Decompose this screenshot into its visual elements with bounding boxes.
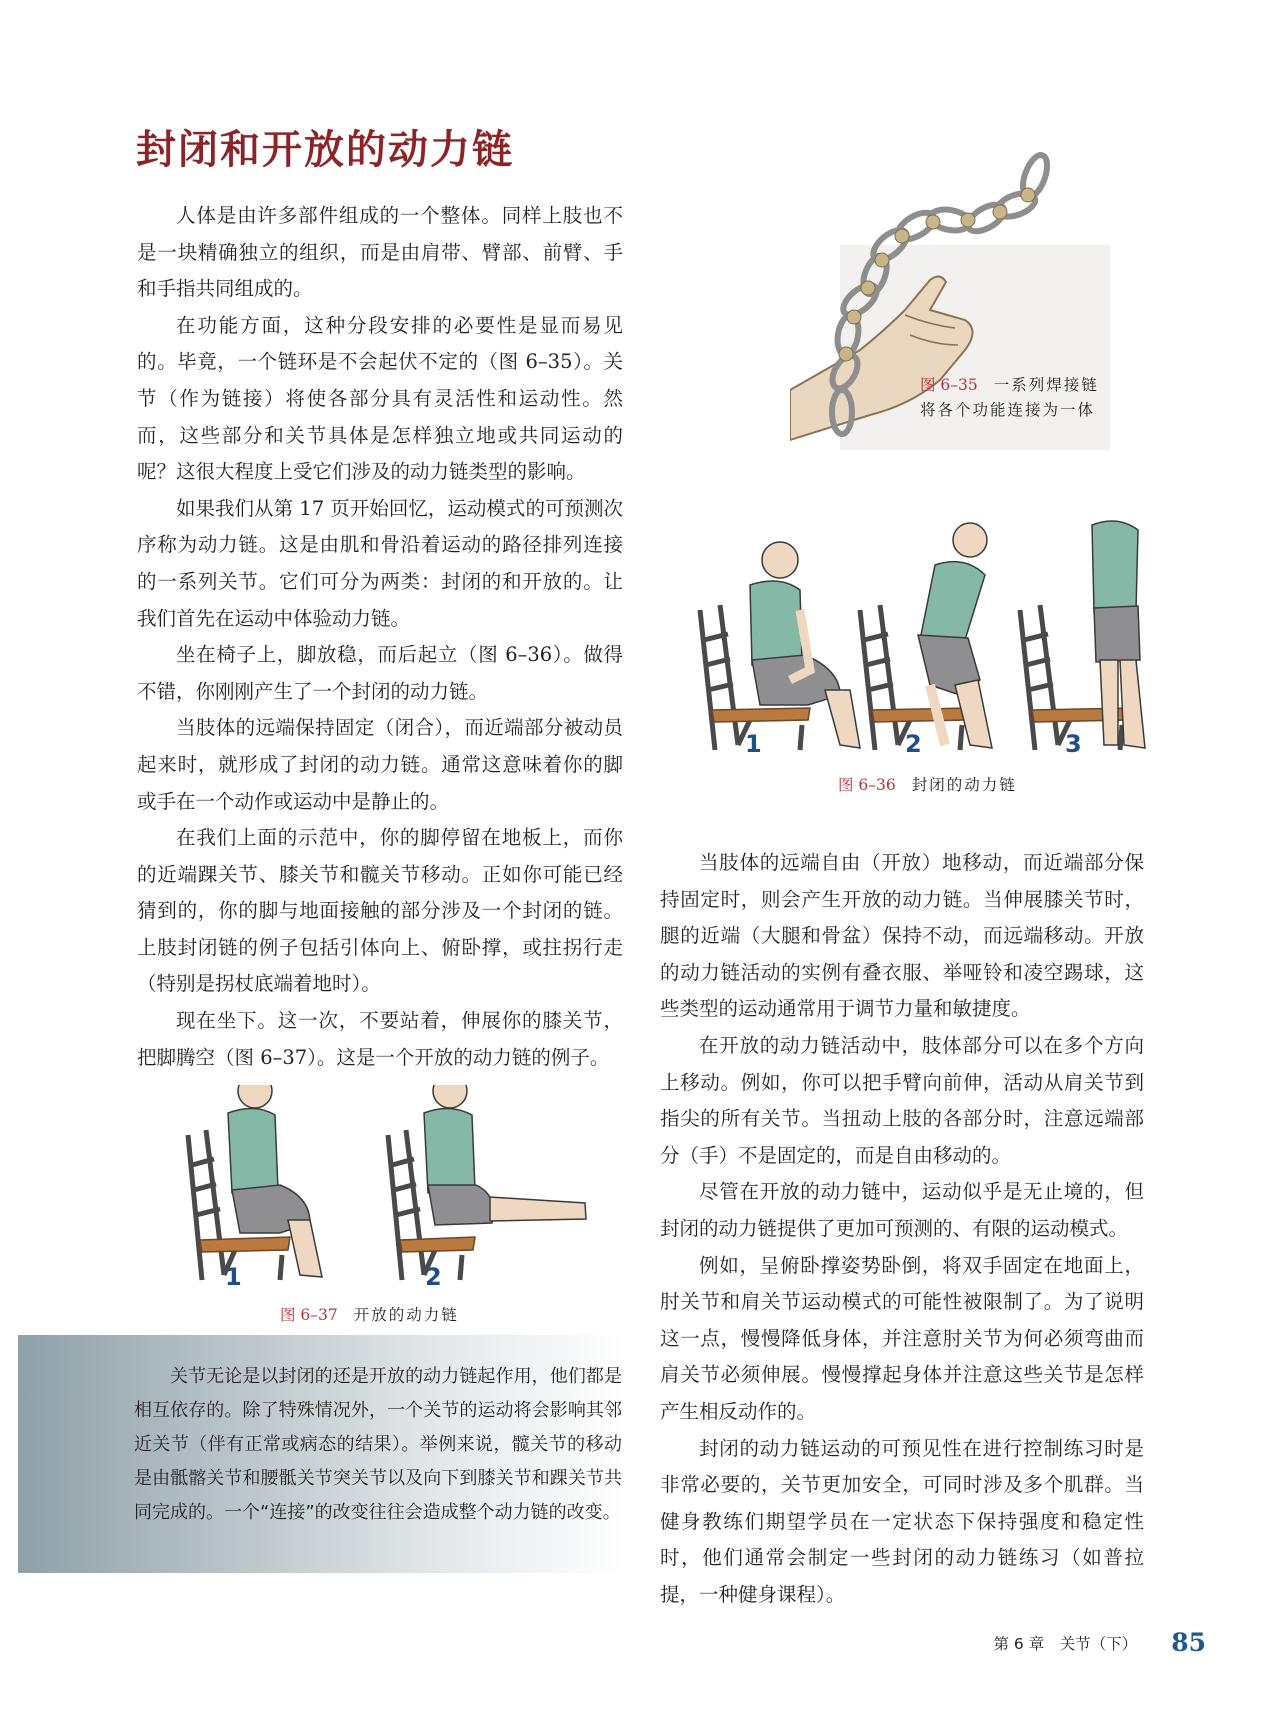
paragraph: 坐在椅子上，脚放稳，而后起立（图 6–36）。做得不错，你刚刚产生了一个封闭的动力链。: [137, 643, 623, 703]
figure-caption-text: 封闭的动力链: [911, 776, 1017, 794]
step-label-2: 2: [905, 730, 922, 758]
figure-number: 图 6–37: [280, 1306, 338, 1324]
figure-6-36-caption: [838, 773, 1017, 795]
left-column-top: [137, 198, 623, 1076]
paragraph: 当肢体的远端保持固定（闭合），而近端部分被动员起来时，就形成了封闭的动力链。通常这意味着你的脚或手在一个动作或运动中是静止的。: [137, 716, 623, 813]
paragraph: 例如，呈俯卧撑姿势卧倒，将双手固定在地面上，肘关节和肩关节运动模式的可能性被限制了。为了说明这一点，慢慢降低身体，并注意肘关节为何必须弯曲而肩关节必须伸展。慢慢撑起身体并注意这些关节是怎样产生相反动作的。: [660, 1253, 1144, 1423]
step-label-2: 2: [425, 1263, 442, 1285]
figure-caption-text: 一系列焊接链将各个功能连接为一体: [920, 376, 1099, 419]
page-title: 封闭和开放的动力链: [136, 126, 514, 173]
figure-caption-text: 开放的动力链: [353, 1306, 459, 1324]
sidebar-note-box: [18, 1335, 624, 1573]
sidebar-note-text: 关节无论是以封闭的还是开放的动力链起作用，他们都是相互依存的。除了特殊情况外，一个关节的运动将会影响其邻近关节（伴有正常或病态的结果）。举例来说，髋关节的移动是由骶髂关节和腰骶关节突关节以及向下到膝关节和踝关节共同完成的。一个“连接”的改变往往会造成整个动力链的改变。: [134, 1366, 622, 1523]
paragraph: 在开放的动力链活动中，肢体部分可以在多个方向上移动。例如，你可以把手臂向前伸，活动从肩关节到指尖的所有关节。当扭动上肢的各部分时，注意远端部分（手）不是固定的，而是自由移动的。: [660, 1033, 1144, 1167]
paragraph: 当肢体的远端自由（开放）地移动，而近端部分保持固定时，则会产生开放的动力链。当伸展膝关节时，腿的近端（大腿和骨盆）保持不动，而远端移动。开放的动力链活动的实例有叠衣服、举哑铃和凌空踢球，这些类型的运动通常用于调节力量和敏捷度。: [660, 851, 1144, 1021]
paragraph: 现在坐下。这一次，不要站着，伸展你的膝关节，把脚腾空（图 6–37）。这是一个开放的动力链的例子。: [137, 1009, 623, 1069]
figure-6-37-open-chain-illustration: [180, 1085, 600, 1285]
figure-6-36-closed-chain-illustration: [690, 520, 1170, 760]
paragraph: 尽管在开放的动力链中，运动似乎是无止境的，但封闭的动力链提供了更加可预测的、有限的运动模式。: [660, 1180, 1144, 1240]
page-footer: [993, 1628, 1206, 1657]
step-label-1: 1: [745, 730, 762, 758]
right-column: [660, 845, 1144, 1613]
step-label-1: 1: [225, 1263, 242, 1285]
figure-number: 图 6–36: [838, 776, 896, 794]
figure-number: 图 6–35: [920, 376, 978, 394]
page-number: 85: [1171, 1628, 1206, 1657]
paragraph: 封闭的动力链运动的可预见性在进行控制练习时是非常必要的，关节更加安全，可同时涉及多个肌群。当健身教练们期望学员在一定状态下保持强度和稳定性时，他们通常会制定一些封闭的动力链练习（如普拉提，一种健身课程）。: [660, 1436, 1144, 1606]
figure-6-35-caption: [920, 373, 1100, 423]
chapter-label: 第 6 章 关节（下）: [993, 1634, 1138, 1653]
paragraph: 如果我们从第 17 页开始回忆，运动模式的可预测次序称为动力链。这是由肌和骨沿着运动的路径排列连接的一系列关节。它们可分为两类：封闭的和开放的。让我们首先在运动中体验动力链。: [137, 496, 623, 630]
figure-6-37-caption: [280, 1303, 459, 1325]
step-label-3: 3: [1065, 730, 1082, 758]
paragraph: 在功能方面，这种分段安排的必要性是显而易见的。毕竟，一个链环是不会起伏不定的（图 6–35）。关节（作为链接）将使各部分具有灵活性和运动性。然而，这些部分和关节具体是怎样独立地或共同运动的呢？这很大程度上受它们涉及的动力链类型的影响。: [137, 313, 623, 484]
paragraph: 人体是由许多部件组成的一个整体。同样上肢也不是一块精确独立的组织，而是由肩带、臂部、前臂、手和手指共同组成的。: [137, 204, 623, 301]
paragraph: 在我们上面的示范中，你的脚停留在地板上，而你的近端踝关节、膝关节和髋关节移动。正如你可能已经猜到的，你的脚与地面接触的部分涉及一个封闭的链。上肢封闭链的例子包括引体向上、俯卧撑，或拄拐行走（特别是拐杖底端着地时）。: [137, 826, 623, 996]
